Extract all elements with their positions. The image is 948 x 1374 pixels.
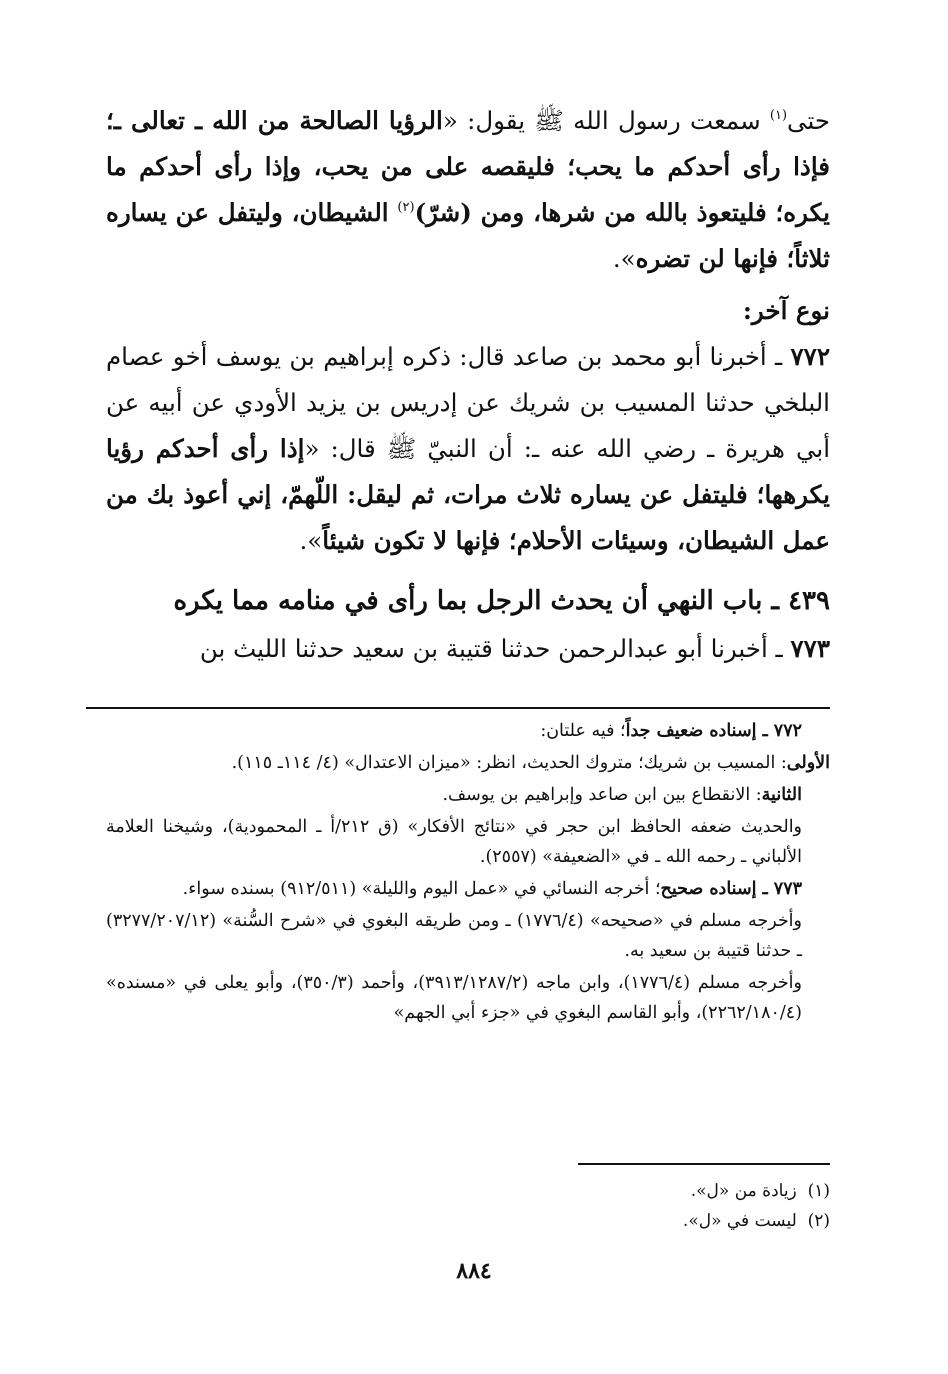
note-grading: ـ إسناده ضعيف جداً	[625, 721, 774, 741]
footnote-text: ليست في «ل».	[682, 1211, 797, 1231]
note-text: : الانقطاع بين ابن صاعد وإبراهيم بن يوسف.	[442, 785, 762, 805]
footnotes-separator	[578, 1163, 830, 1165]
text: حتى	[787, 106, 830, 135]
note-number: ٧٧٢	[773, 721, 802, 741]
note-772	[106, 716, 830, 746]
note-text: : المسيب بن شريك؛ متروك الحديث، انظر: «ميزان الاعتدال» (٤/ ١١٤ـ ١١٥).	[231, 753, 787, 773]
hadith-number: ٧٧٣	[790, 634, 830, 663]
note-muslim-source: وأخرجه مسلم في «صحيحه» (١٧٧٦/٤) ـ ومن طريقه البغوي في «شرح السُّنة» (٣٢٧٧/٢٠٧/١٢) ـ حدثنا قتيبة بن سعيد به.	[106, 911, 802, 961]
isnad-text: ـ أخبرنا أبو محمد بن صاعد قال: ذكره إبراهيم بن يوسف أخو عصام البلخي حدثنا المسيب بن شريك عن إدريس بن يزيد الأودي عن أبيه عن أبي هريرة ـ رضي الله عنه ـ: أن النبيّ ﷺ قال: «	[106, 342, 831, 463]
page-number: ٨٨٤	[456, 1258, 492, 1284]
footnotes	[500, 1176, 830, 1236]
isnad-text: ـ أخبرنا أبو عبدالرحمن حدثنا قتيبة بن سعيد حدثنا الليث بن	[199, 634, 791, 663]
note-first-defect	[106, 748, 830, 778]
notes-separator	[86, 707, 830, 709]
note-text: ؛ فيه علتان:	[540, 721, 626, 741]
footnote-text: زيادة من «ل».	[690, 1181, 797, 1201]
footnote-number: (١)	[807, 1181, 830, 1201]
hadith-text: الشيطان، وليتفل عن يساره ثلاثاً؛ فإنها لن تضره	[106, 198, 830, 273]
footnote-2	[500, 1206, 830, 1236]
subheading-another-type: نوع آخر:	[742, 296, 830, 325]
hadith-number: ٧٧٢	[790, 342, 830, 371]
main-text	[106, 98, 830, 672]
note-weakness-authorities: والحديث ضعفه الحافظ ابن حجر في «نتائج الأفكار» (ق ٢١٢/أ ـ المحمودية)، وشيخنا العلامة الألباني ـ رحمه الله ـ في «الضعيفة» (٢٥٥٧).	[106, 817, 803, 867]
footnote-ref-2: (٢)	[397, 200, 415, 215]
text: ».	[299, 526, 323, 555]
hadith-text: الرؤيا الصالحة من الله ـ تعالى ـ؛ فإذا رأى أحدكم ما يحب؛ فليقصه على من يحب، وإذا رأى أحدكم ما يكره؛ فليتعوذ بالله من شرها، ومن (شرّ)	[106, 106, 830, 227]
text: ».	[612, 244, 636, 273]
text: سمعت رسول الله ﷺ يقول: «	[442, 106, 770, 135]
editor-notes	[106, 716, 830, 1030]
note-label: الثانية	[761, 785, 802, 805]
note-number: ٧٧٣	[773, 879, 802, 899]
footnote-1	[500, 1176, 830, 1206]
paragraph-773	[106, 626, 830, 672]
note-text: ؛ أخرجه النسائي في «عمل اليوم والليلة» (٩١٢/٥١١) بسنده سواء.	[182, 879, 661, 899]
footnote-number: (٢)	[807, 1211, 830, 1231]
note-grading: ـ إسناده صحيح	[660, 879, 774, 899]
paragraph-hadith-continuation	[106, 98, 830, 282]
paragraph-772	[106, 334, 830, 564]
note-other-sources: وأخرجه مسلم (١٧٧٦/٤)، وابن ماجه (٣٩١٣/١٢٨٧/٢)، وأحمد (٣٥٠/٣)، وأبو يعلى في «مسنده» (٢٢٦٢/١٨٠/٤)، وأبو القاسم البغوي في «جزء أبي الجهم»	[106, 973, 802, 1023]
hadith-text: إذا رأى أحدكم رؤيا يكرهها؛ فليتفل عن يساره ثلاث مرات، ثم ليقل: اللّهمّ، إني أعوذ بك من عمل الشيطان، وسيئات الأحلام؛ فإنها لا تكون شيئاً	[106, 434, 830, 555]
note-label: الأولى	[786, 753, 830, 773]
note-second-defect	[106, 780, 830, 810]
footnote-ref-1: (١)	[769, 108, 788, 123]
note-773	[106, 874, 830, 904]
chapter-heading-439: ٤٣٩ ـ باب النهي أن يحدث الرجل بما رأى في منامه مما يكره	[173, 586, 830, 616]
